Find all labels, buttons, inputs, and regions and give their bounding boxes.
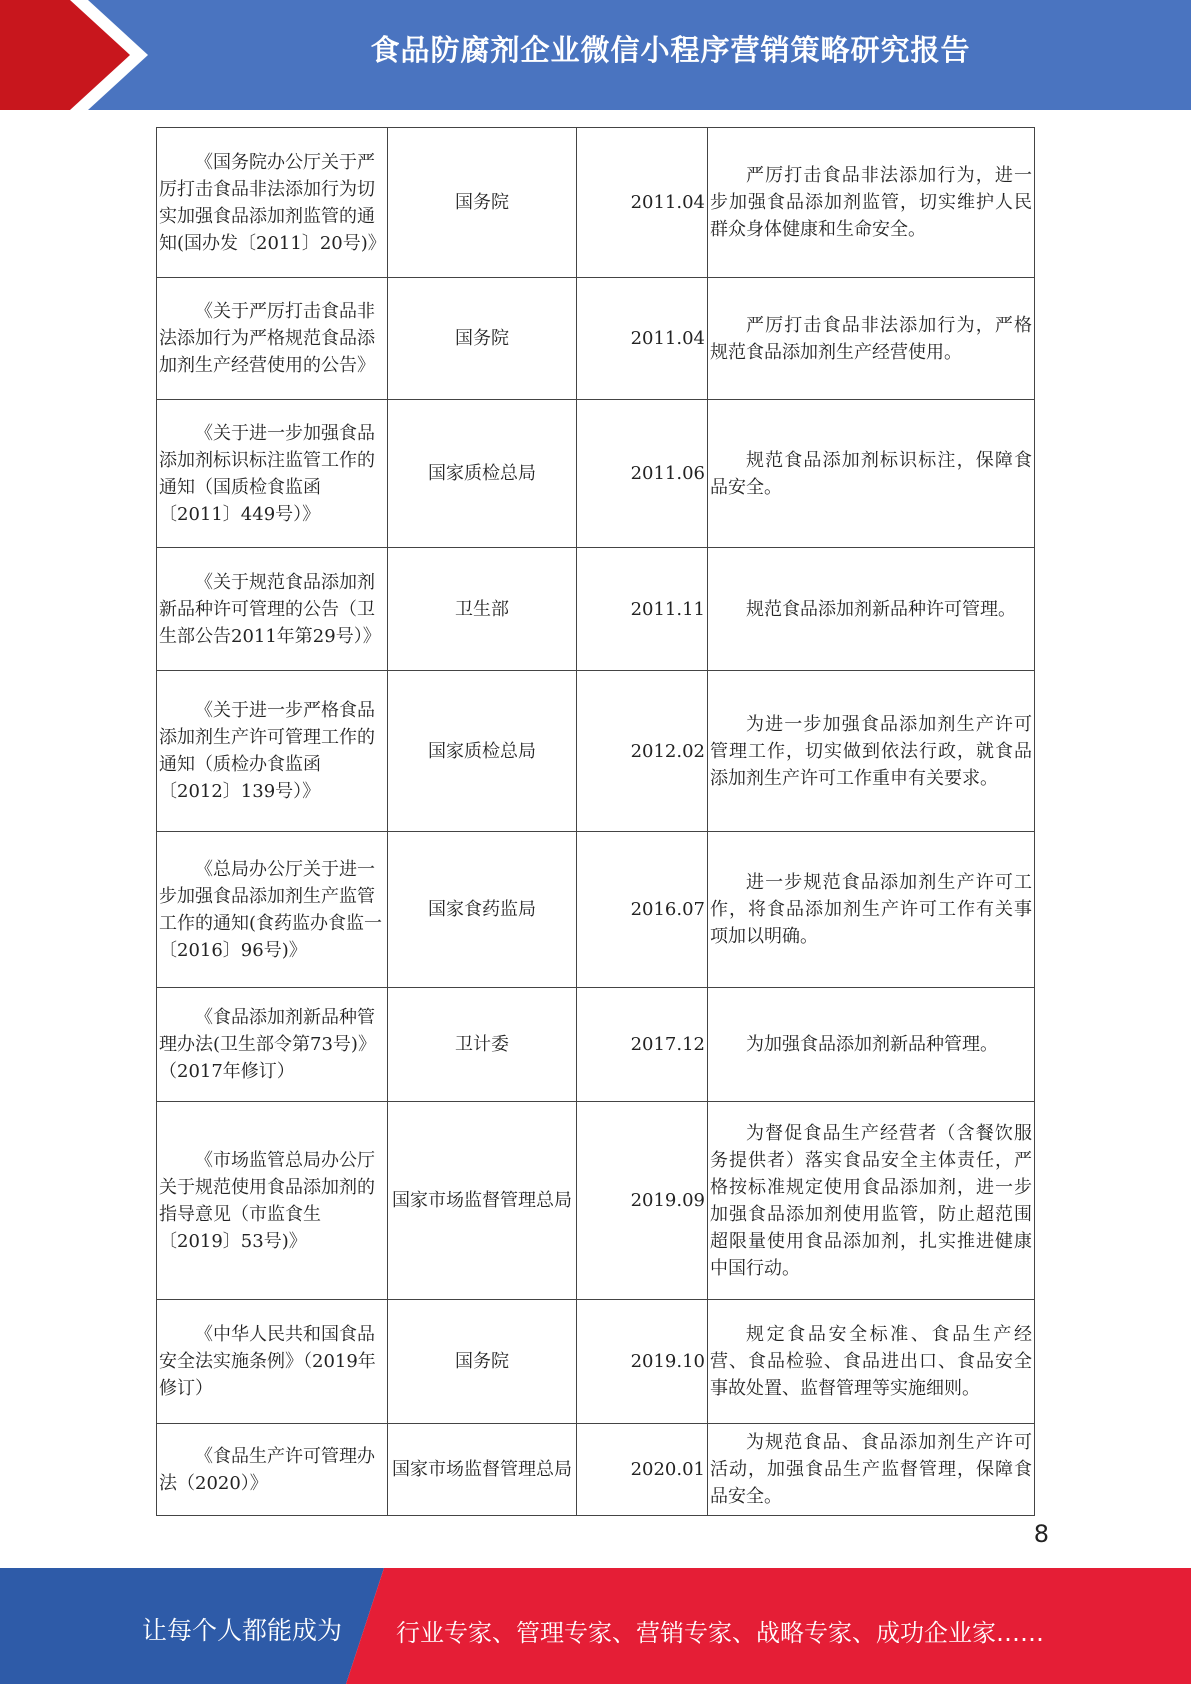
table-row [157, 671, 1035, 832]
table-row [157, 128, 1035, 278]
issuing-agency: 国家质检总局 [388, 400, 577, 548]
regulation-description: 规范食品添加剂新品种许可管理。 [708, 548, 1035, 671]
regulations-table [156, 127, 1035, 1516]
regulation-name: 《市场监管总局办公厅关于规范使用食品添加剂的指导意见（市监食生〔2019〕53号)》 [157, 1102, 388, 1300]
issuing-agency: 国务院 [388, 1300, 577, 1424]
page-number: 8 [1033, 1520, 1049, 1548]
page-header [0, 0, 1191, 110]
regulation-name: 《关于进一步加强食品添加剂标识标注监管工作的通知（国质检食监函〔2011〕449号）》 [157, 400, 388, 548]
issue-date: 2019.09 [577, 1102, 708, 1300]
table-row [157, 278, 1035, 400]
issue-date: 2012.02 [577, 671, 708, 832]
regulation-description: 为进一步加强食品添加剂生产许可管理工作，切实做到依法行政，就食品添加剂生产许可工作重申有关要求。 [708, 671, 1035, 832]
regulation-name: 《关于规范食品添加剂新品种许可管理的公告（卫生部公告2011年第29号）》 [157, 548, 388, 671]
issuing-agency: 国家市场监督管理总局 [388, 1424, 577, 1516]
issuing-agency: 国家食药监局 [388, 832, 577, 988]
regulation-name: 《关于进一步严格食品添加剂生产许可管理工作的通知（质检办食监函〔2012〕139号）》 [157, 671, 388, 832]
issuing-agency: 卫计委 [388, 988, 577, 1102]
issue-date: 2011.04 [577, 278, 708, 400]
issue-date: 2016.07 [577, 832, 708, 988]
footer-slogan-left: 让每个人都能成为 [142, 1616, 343, 1645]
regulation-description: 进一步规范食品添加剂生产许可工作，将食品添加剂生产许可工作有关事项加以明确。 [708, 832, 1035, 988]
issuing-agency: 国家质检总局 [388, 671, 577, 832]
issue-date: 2017.12 [577, 988, 708, 1102]
table-row [157, 1102, 1035, 1300]
issuing-agency: 国务院 [388, 128, 577, 278]
table-row [157, 988, 1035, 1102]
regulation-name: 《食品生产许可管理办法（2020）》 [157, 1424, 388, 1516]
issue-date: 2011.11 [577, 548, 708, 671]
table-row [157, 832, 1035, 988]
page-footer [0, 1568, 1191, 1684]
regulation-description: 规定食品安全标准、食品生产经营、食品检验、食品进出口、食品安全事故处置、监督管理等实施细则。 [708, 1300, 1035, 1424]
regulation-description: 为规范食品、食品添加剂生产许可活动，加强食品生产监督管理，保障食品安全。 [708, 1424, 1035, 1516]
issuing-agency: 国家市场监督管理总局 [388, 1102, 577, 1300]
footer-slogan-right: 行业专家、管理专家、营销专家、战略专家、成功企业家…… [396, 1619, 1044, 1647]
regulation-description: 严厉打击食品非法添加行为，严格规范食品添加剂生产经营使用。 [708, 278, 1035, 400]
table-row [157, 1424, 1035, 1516]
regulation-description: 为督促食品生产经营者（含餐饮服务提供者）落实食品安全主体责任，严格按标准规定使用食品添加剂，进一步加强食品添加剂使用监管，防止超范围超限量使用食品添加剂，扎实推进健康中国行动。 [708, 1102, 1035, 1300]
issue-date: 2019.10 [577, 1300, 708, 1424]
issuing-agency: 卫生部 [388, 548, 577, 671]
issue-date: 2011.04 [577, 128, 708, 278]
issuing-agency: 国务院 [388, 278, 577, 400]
regulation-name: 《中华人民共和国食品安全法实施条例》（2019年修订） [157, 1300, 388, 1424]
issue-date: 2020.01 [577, 1424, 708, 1516]
regulation-name: 《食品添加剂新品种管理办法(卫生部令第73号)》（2017年修订） [157, 988, 388, 1102]
table-row [157, 548, 1035, 671]
issue-date: 2011.06 [577, 400, 708, 548]
table-row [157, 400, 1035, 548]
report-title: 食品防腐剂企业微信小程序营销策略研究报告 [370, 33, 971, 67]
regulation-name: 《总局办公厅关于进一步加强食品添加剂生产监管工作的通知(食药监办食监一〔2016〕96号)》 [157, 832, 388, 988]
regulation-name: 《关于严厉打击食品非法添加行为严格规范食品添加剂生产经营使用的公告》 [157, 278, 388, 400]
regulation-description: 规范食品添加剂标识标注，保障食品安全。 [708, 400, 1035, 548]
regulation-description: 为加强食品添加剂新品种管理。 [708, 988, 1035, 1102]
regulation-name: 《国务院办公厅关于严厉打击食品非法添加行为切实加强食品添加剂监管的通知(国办发〔2011〕20号)》 [157, 128, 388, 278]
regulation-description: 严厉打击食品非法添加行为，进一步加强食品添加剂监管，切实维护人民群众身体健康和生命安全。 [708, 128, 1035, 278]
table-row [157, 1300, 1035, 1424]
